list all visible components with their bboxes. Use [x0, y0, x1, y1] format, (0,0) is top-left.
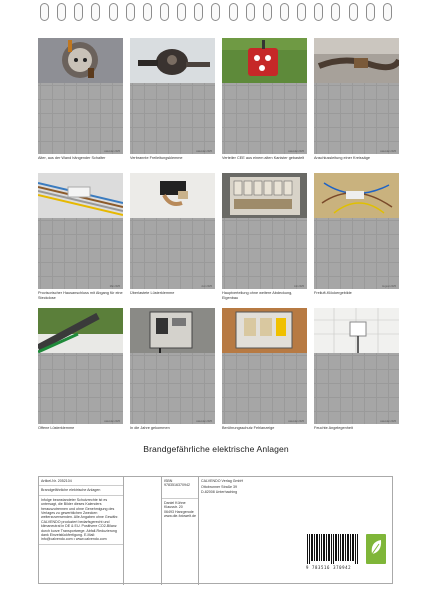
month-caption: Verbrannte Freileitungsklemme: [130, 156, 183, 160]
month-row: [38, 308, 400, 443]
photo-credit: calendar 2025: [104, 150, 120, 153]
month-tile[interactable]: [314, 38, 399, 172]
month-photo: [38, 173, 123, 218]
binding-ring: [74, 3, 83, 21]
article-number-label: Artikel-Nr.: [41, 479, 57, 483]
article-number: 2052104: [57, 479, 72, 483]
article-title: Brandgefährliche elektrische Anlagen: [39, 486, 123, 495]
calendar-grid: [130, 353, 215, 424]
binding-ring: [246, 3, 255, 21]
calendar-grid: [222, 218, 307, 289]
month-tile[interactable]: [222, 38, 307, 172]
month-tile[interactable]: [38, 308, 123, 442]
binding-ring: [383, 3, 392, 21]
month-caption: Provisorischer Hausanschluss mit Abgang für eine Steckdose: [38, 291, 123, 300]
photo-credit: Mai 2025: [109, 285, 120, 288]
month-row: [38, 173, 400, 308]
photo-credit: Juni 2025: [201, 285, 212, 288]
month-tile[interactable]: [222, 173, 307, 307]
month-caption: Anschlussleitung einer Kreissäge: [314, 156, 370, 160]
month-tile[interactable]: [130, 173, 215, 307]
calendar-title: Brandgefährliche elektrische Anlagen: [143, 444, 289, 454]
month-row: [38, 38, 400, 173]
month-tile[interactable]: [130, 38, 215, 172]
binding-ring: [177, 3, 186, 21]
calendar-grid: [38, 83, 123, 154]
photo-credit: Juli 2025: [293, 285, 304, 288]
binding-ring: [229, 3, 238, 21]
month-caption: In die Jahre gekommen: [130, 426, 170, 430]
calendar-grid: [314, 218, 399, 289]
binding-ring: [349, 3, 358, 21]
binding-ring: [143, 3, 152, 21]
isbn: ISBN 9783516370942: [164, 479, 190, 488]
photo-credit: calendar 2025: [380, 150, 396, 153]
calendar-grid: [314, 353, 399, 424]
barcode: [306, 534, 358, 564]
month-caption: Freiluft-Klöckergebilde: [314, 291, 352, 295]
binding-ring: [331, 3, 340, 21]
photo-credit: calendar 2025: [104, 420, 120, 423]
calendar-grid: [38, 353, 123, 424]
month-tile[interactable]: [38, 38, 123, 172]
month-grid: [38, 38, 400, 443]
month-photo: [314, 308, 399, 353]
photo-credit: calendar 2025: [380, 420, 396, 423]
month-photo: [38, 308, 123, 353]
spacer-column: [124, 477, 162, 585]
month-caption: Offene Lüsterklemme: [38, 426, 75, 430]
month-photo: [222, 38, 307, 83]
month-tile[interactable]: [314, 173, 399, 307]
binding-ring: [57, 3, 66, 21]
month-tile[interactable]: [314, 308, 399, 442]
month-photo: [314, 173, 399, 218]
ring-binding: [40, 3, 392, 21]
publisher-name: CALVENDO Verlag GmbH: [201, 479, 244, 483]
photo-credit: calendar 2025: [288, 420, 304, 423]
author-website[interactable]: www.die-fotowelt.de: [164, 514, 196, 519]
binding-ring: [297, 3, 306, 21]
month-tile[interactable]: [38, 173, 123, 307]
photo-credit: calendar 2025: [196, 420, 212, 423]
calendar-grid: [314, 83, 399, 154]
month-tile[interactable]: [222, 308, 307, 442]
binding-ring: [91, 3, 100, 21]
calendar-grid: [222, 353, 307, 424]
binding-ring: [263, 3, 272, 21]
month-photo: [130, 173, 215, 218]
month-caption: Überlastete Lüsterklemme: [130, 291, 175, 295]
binding-ring: [211, 3, 220, 21]
photo-credit: calendar 2025: [288, 150, 304, 153]
month-photo: [130, 38, 215, 83]
month-photo: [38, 38, 123, 83]
article-number-row: [39, 477, 123, 486]
binding-ring: [40, 3, 49, 21]
binding-ring: [194, 3, 203, 21]
publisher-city: D-82008 Unterhaching: [201, 489, 238, 494]
calendar-grid: [222, 83, 307, 154]
binding-ring: [366, 3, 375, 21]
calendar-grid: [130, 83, 215, 154]
month-photo: [222, 173, 307, 218]
binding-ring: [160, 3, 169, 21]
publisher-column: [199, 477, 305, 585]
author-city: 06493 Harzgerode: [164, 509, 194, 514]
binding-ring: [126, 3, 135, 21]
article-column: [39, 477, 124, 585]
photo-credit: August 2025: [381, 285, 396, 288]
binding-ring: [314, 3, 323, 21]
calendar-grid: [130, 218, 215, 289]
calendar-grid: [38, 218, 123, 289]
isbn-column: [162, 477, 199, 585]
month-tile[interactable]: [130, 308, 215, 442]
binding-ring: [109, 3, 118, 21]
photo-credit: calendar 2025: [196, 150, 212, 153]
month-photo: [130, 308, 215, 353]
author-street: Klausstr. 20: [164, 505, 183, 510]
month-photo: [222, 308, 307, 353]
month-caption: Hauptverteilung ohne weitere Abdeckung, Eigenbau: [222, 291, 293, 300]
month-photo: [314, 38, 399, 83]
month-caption: Berührungsschutz Fehlanzeige: [222, 426, 275, 430]
author-name: Daniel Kühne: [164, 500, 186, 505]
month-caption: Feuchte Angelegenheit: [314, 426, 353, 430]
publisher-street: Ottobrunner Straße 39: [201, 485, 237, 490]
month-caption: Alter, aus der Wand hängender Schalter: [38, 156, 106, 160]
binding-ring: [280, 3, 289, 21]
eco-logo: [366, 534, 386, 564]
month-caption: Verteiler CEE aus einem alten Kanister gebastelt: [222, 156, 305, 160]
barcode-number: 9 783516 370942: [306, 565, 352, 570]
legal-note: Infolge beanstandeter Schutzrechte ist es untersagt, die Bilder dieses Kalenders herauszutrennen und ohne Genehmigung des Verlages zu gewerblichen Zwecken weiterzuverwenden. Alle Angaben ohne Gewähr. CALVENDO produziert bedarfsgerecht und klimaneutral in DE & EU. Positivere CO2-Bilanz durch kurze Transportwege. Abfall-Reduzierung dank Einzelstückfertigung. E-Mail: info@calvendo.com • www.calvendo.com: [39, 496, 123, 545]
